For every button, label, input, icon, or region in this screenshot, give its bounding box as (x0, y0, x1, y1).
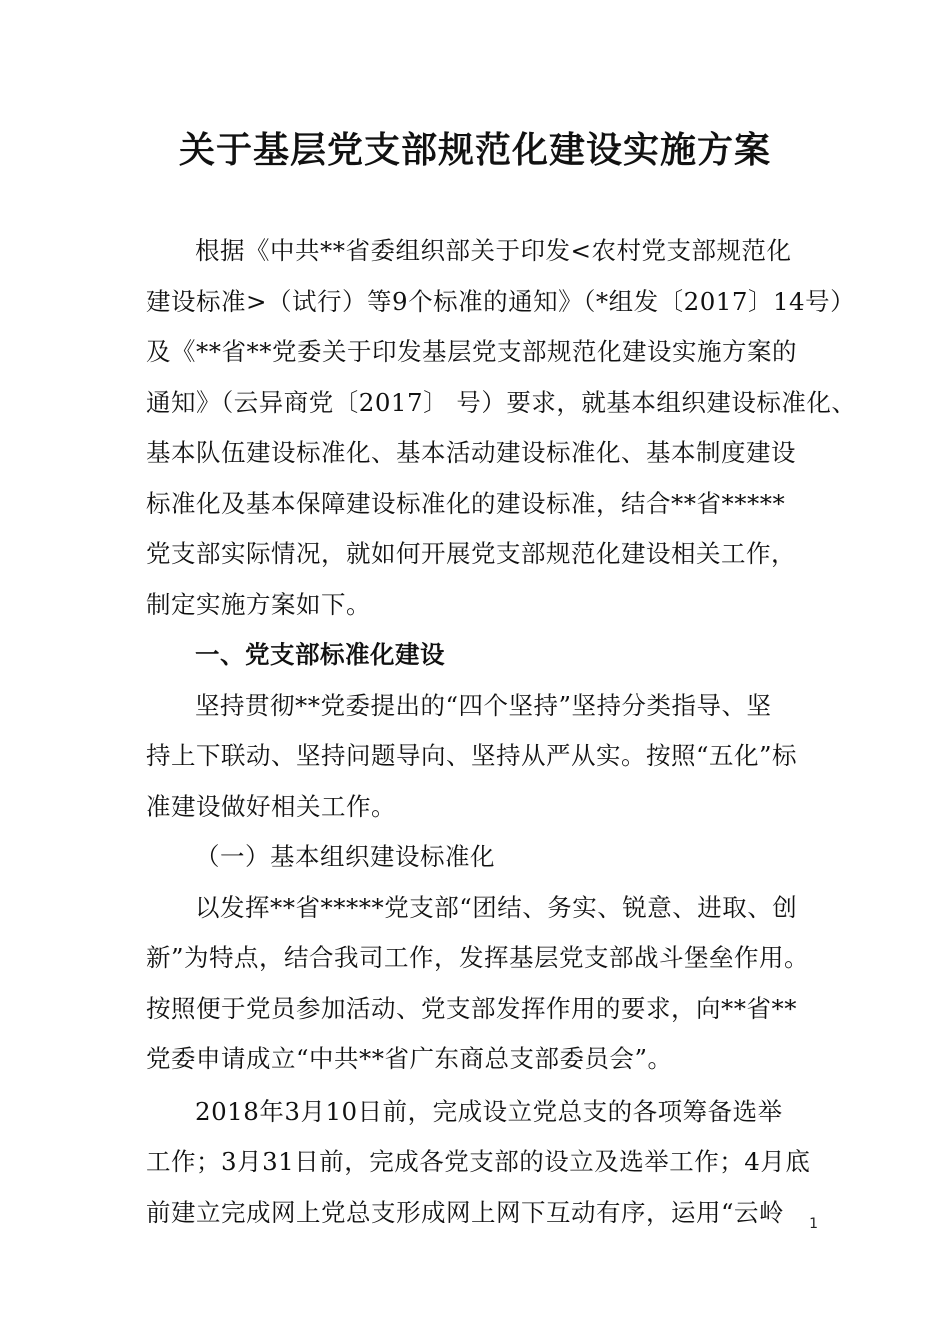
paragraph-line: 持上下联动、坚持问题导向、坚持从严从实。按照“五化”标 (146, 741, 798, 770)
paragraph-line: 按照便于党员参加活动、党支部发挥作用的要求，向**省** (146, 993, 797, 1023)
paragraph-line: 制定实施方案如下。 (146, 589, 371, 619)
document-body (146, 226, 857, 1238)
subsection-heading: （一）基本组织建设标准化 (195, 842, 495, 871)
section-heading: 一、党支部标准化建设 (195, 640, 445, 669)
paragraph-line: 根据《中共**省委组织部关于印发<农村党支部规范化 (195, 236, 792, 265)
paragraph-line: 前建立完成网上党总支形成网上网下互动有序，运用“云岭 (146, 1197, 785, 1227)
paragraph-organization (146, 883, 810, 1085)
paragraph-intro (146, 226, 857, 630)
paragraph-line: 通知》（云异商党〔2017〕 号）要求，就基本组织建设标准化、 (146, 387, 857, 417)
paragraph-line: 及《**省**党委关于印发基层党支部规范化建设实施方案的 (146, 337, 797, 366)
paragraph-line: 党支部实际情况，就如何开展党支部规范化建设相关工作， (146, 539, 796, 568)
paragraph-line: 准建设做好相关工作。 (146, 791, 396, 821)
paragraph-line: 2018年3月10日前，完成设立党总支的各项筹备选举 (195, 1096, 783, 1126)
paragraph-section-intro (146, 681, 810, 833)
page-number: 1 (809, 1216, 818, 1232)
paragraph-line: 新”为特点，结合我司工作，发挥基层党支部战斗堡垒作用。 (146, 943, 810, 972)
paragraph-line: 以发挥**省*****党支部“团结、务实、锐意、进取、创 (195, 892, 798, 922)
paragraph-line: 标准化及基本保障建设标准化的建设标准，结合**省***** (146, 488, 786, 518)
paragraph-line: 党委申请成立“中共**省广东商总支部委员会”。 (146, 1044, 673, 1073)
paragraph-line: 坚持贯彻**党委提出的“四个坚持”坚持分类指导、坚 (195, 690, 772, 720)
paragraph-line: 工作；3月31日前，完成各党支部的设立及选举工作；4月底 (146, 1147, 811, 1176)
paragraph-line: 建设标准>（试行）等9个标准的通知》（*组发〔2017〕14号） (146, 286, 856, 316)
paragraph-line: 基本队伍建设标准化、基本活动建设标准化、基本制度建设 (146, 438, 796, 467)
document-title: 关于基层党支部规范化建设实施方案 (178, 129, 771, 171)
paragraph-schedule (146, 1087, 810, 1239)
